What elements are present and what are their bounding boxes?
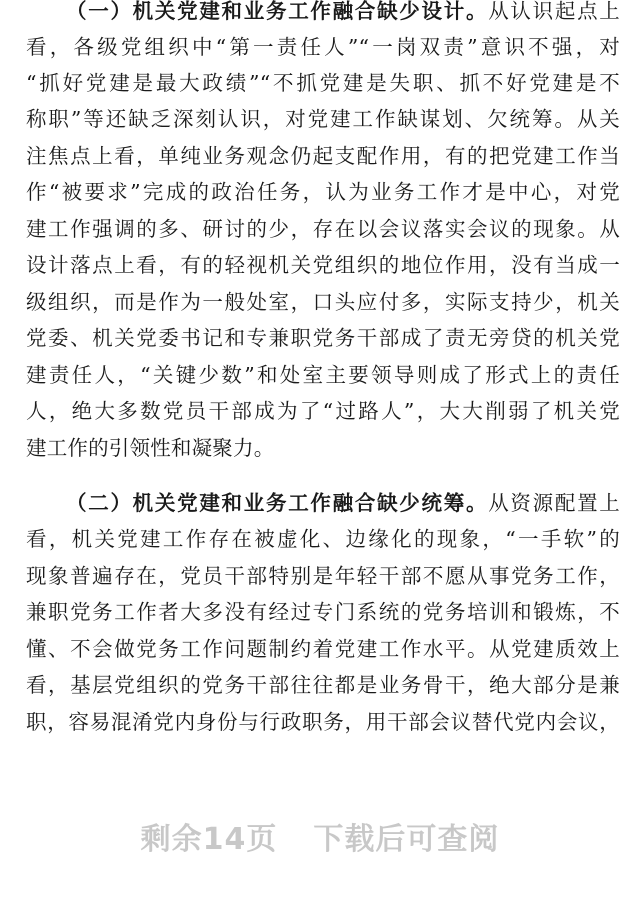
paragraph-line: 看，各级党组织中“第一责任人”“一岗双责”意识不强，对 <box>26 35 620 59</box>
paragraph-line: 看，机关党建工作存在被虚化、边缘化的现象，“一手软”的 <box>26 527 620 551</box>
paragraph-line: “抓好党建是最大政绩”“不抓党建是失职、抓不好党建是不 <box>26 71 620 95</box>
line-text: 从资源配置上 <box>488 491 620 515</box>
paragraph-line: 懂、不会做党务工作问题制约着党建工作水平。从党建质效上 <box>26 637 620 661</box>
line-text: 从认识起点上 <box>488 0 620 23</box>
section-heading: （一）机关党建和业务工作融合缺少设计。 <box>66 0 489 23</box>
paragraph-line: 人，绝大多数党员干部成为了“过路人”，大大削弱了机关党 <box>26 399 620 423</box>
remaining-pages-label: 剩余14页 <box>140 822 278 857</box>
remaining-pages-text <box>141 812 500 868</box>
paragraph-line: 级组织，而是作为一般处室，口头应付多，实际支持少，机关 <box>26 290 620 314</box>
paragraph-line: 建工作强调的多、研讨的少，存在以会议落实会议的现象。从 <box>26 217 620 241</box>
paragraph-line: 职，容易混淆党内身份与行政职务，用干部会议替代党内会议， <box>26 710 620 734</box>
paragraph-line: 称职”等还缺乏深刻认识，对党建工作缺谋划、欠统筹。从关 <box>26 107 620 131</box>
paragraph-line: 注焦点上看，单纯业务观念仍起支配作用，有的把党建工作当 <box>26 144 620 168</box>
paragraph-line <box>66 0 620 28</box>
paragraph-line: 作“被要求”完成的政治任务，认为业务工作才是中心，对党 <box>26 180 620 204</box>
section-heading: （二）机关党建和业务工作融合缺少统筹。 <box>66 491 489 515</box>
paragraph-line: 现象普遍存在，党员干部特别是年轻干部不愿从事党务工作， <box>26 564 620 588</box>
paragraph-line: 党委、机关党委书记和专兼职党务干部成了责无旁贷的机关党 <box>26 326 620 350</box>
download-prompt[interactable] <box>0 812 640 868</box>
paragraph-line <box>66 486 620 520</box>
paragraph-line: 兼职党务工作者大多没有经过专门系统的党务培训和锻炼，不 <box>26 600 620 624</box>
paragraph-line: 看，基层党组织的党务干部往往都是业务骨干，绝大部分是兼 <box>26 673 620 697</box>
paragraph-line: 设计落点上看，有的轻视机关党组织的地位作用，没有当成一 <box>26 253 620 277</box>
download-hint-label: 下载后可查阅 <box>313 822 500 857</box>
paragraph-line: 建责任人，“关键少数”和处室主要领导则成了形式上的责任 <box>26 363 620 387</box>
paragraph-line: 建工作的引领性和凝聚力。 <box>26 436 275 460</box>
